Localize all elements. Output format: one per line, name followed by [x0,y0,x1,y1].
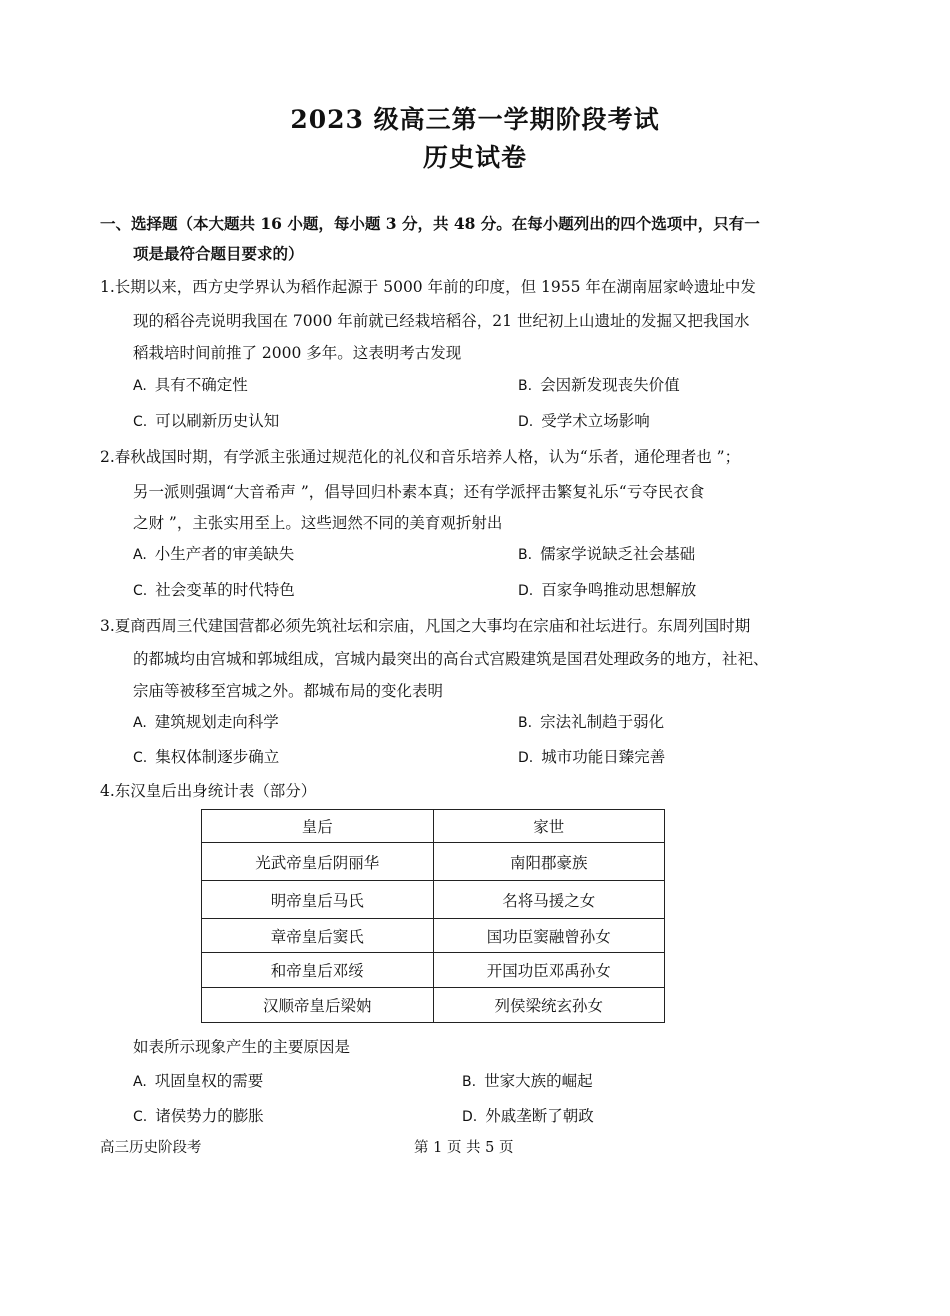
option-label: C. [133,414,148,430]
option-text: 世家大族的崛起 [484,1072,593,1090]
option-text: 具有不确定性 [154,376,248,394]
table-cell: 汉顺帝皇后梁妠 [202,988,434,1023]
q3-stem-line: 宗庙等被移至宫城之外。都城布局的变化表明 [133,682,444,700]
table-cell: 和帝皇后邓绥 [202,953,434,988]
empress-origin-table [201,809,665,1023]
exam-title: 2023 级高三第一学期阶段考试 [290,105,660,134]
option-text: 百家争鸣推动思想解放 [541,581,697,599]
q1-stem-line: 现的稻谷壳说明我国在 7000 年前就已经栽培稻谷，21 世纪初上山遗址的发掘又把我国水 [133,312,750,330]
page-number: 第 1 页 共 5 页 [414,1140,514,1156]
option-label: A. [133,1074,147,1090]
q2-stem-line: 2.春秋战国时期，有学派主张通过规范化的礼仪和音乐培养人格，认为“乐者，通伦理者也 ”； [100,448,741,466]
option-label: C. [133,750,148,766]
table-cell: 明帝皇后马氏 [202,881,434,919]
q3-option-b [518,711,664,734]
option-text: 城市功能日臻完善 [541,748,666,766]
q2-stem-line: 另一派则强调“大音希声 ”，倡导回归朴素本真；还有学派抨击繁复礼乐“亏夺民衣食 [133,483,705,501]
table-cell: 名将马援之女 [433,881,665,919]
table-cell: 光武帝皇后阴丽华 [202,843,434,881]
table-row [202,843,665,881]
q1-option-c [133,410,279,433]
option-text: 小生产者的审美缺失 [154,545,295,563]
table-cell: 开国功臣邓禹孙女 [433,953,665,988]
section-heading: 一、选择题（本大题共 16 小题，每小题 3 分，共 48 分。在每小题列出的四个选项中，只有一 [100,214,760,233]
option-label: A. [133,378,147,394]
table-row [202,881,665,919]
q3-stem-line: 3.夏商西周三代建国营都必须先筑社坛和宗庙，凡国之大事均在宗庙和社坛进行。东周列国时期 [100,617,751,635]
q4-option-a [133,1070,263,1093]
option-text: 集权体制逐步确立 [155,748,280,766]
footer-left: 高三历史阶段考 [100,1140,202,1156]
q4-question: 如表所示现象产生的主要原因是 [133,1038,351,1056]
q4-option-b [462,1070,593,1093]
q3-option-d [518,746,665,769]
table-row [202,988,665,1023]
option-label: B. [518,547,533,563]
option-text: 诸侯势力的膨胀 [155,1107,264,1125]
table-cell: 章帝皇后窦氏 [202,919,434,953]
option-text: 社会变革的时代特色 [155,581,295,599]
table-cell: 列侯梁统玄孙女 [433,988,665,1023]
option-label: D. [518,414,534,430]
q2-option-b [518,543,695,566]
q1-stem-line: 1.长期以来，西方史学界认为稻作起源于 5000 年前的印度，但 1955 年在湖南屈家岭遗址中发 [100,278,756,296]
q3-option-a [133,711,279,734]
q2-option-c [133,579,295,602]
option-label: C. [133,1109,148,1125]
option-label: B. [518,378,533,394]
table-row [202,919,665,953]
option-label: D. [518,750,534,766]
option-text: 会因新发现丧失价值 [540,376,680,394]
q1-option-a [133,374,248,397]
q2-option-a [133,543,294,566]
q4-option-c [133,1105,264,1128]
q4-stem: 4.东汉皇后出身统计表（部分） [100,782,317,800]
table-header-row [202,810,665,843]
option-text: 建筑规划走向科学 [154,713,279,731]
option-text: 受学术立场影响 [541,412,650,430]
option-label: B. [462,1074,477,1090]
q2-option-d [518,579,696,602]
option-label: D. [462,1109,478,1125]
section-heading-cont: 项是最符合题目要求的） [133,244,304,263]
q1-option-d [518,410,650,433]
q2-stem-line: 之财 ”，主张实用至上。这些迥然不同的美育观折射出 [133,514,503,532]
option-label: A. [133,715,147,731]
option-text: 外戚垄断了朝政 [485,1107,594,1125]
q3-option-c [133,746,279,769]
table-row [202,953,665,988]
q1-option-b [518,374,680,397]
table-cell: 国功臣窦融曾孙女 [433,919,665,953]
table-header-cell: 家世 [433,810,665,843]
q3-stem-line: 的都城均由宫城和郭城组成，宫城内最突出的高台式宫殿建筑是国君处理政务的地方，社祀、 [133,650,769,668]
option-text: 儒家学说缺乏社会基础 [540,545,696,563]
table-cell: 南阳郡豪族 [433,843,665,881]
option-label: B. [518,715,533,731]
option-text: 宗法礼制趋于弱化 [540,713,665,731]
subject-title: 历史试卷 [422,143,527,172]
q1-stem-line: 稻栽培时间前推了 2000 多年。这表明考古发现 [133,344,462,362]
option-label: A. [133,547,147,563]
option-label: C. [133,583,148,599]
table-header-cell: 皇后 [202,810,434,843]
option-label: D. [518,583,534,599]
option-text: 可以刷新历史认知 [155,412,280,430]
q4-option-d [462,1105,594,1128]
option-text: 巩固皇权的需要 [154,1072,264,1090]
